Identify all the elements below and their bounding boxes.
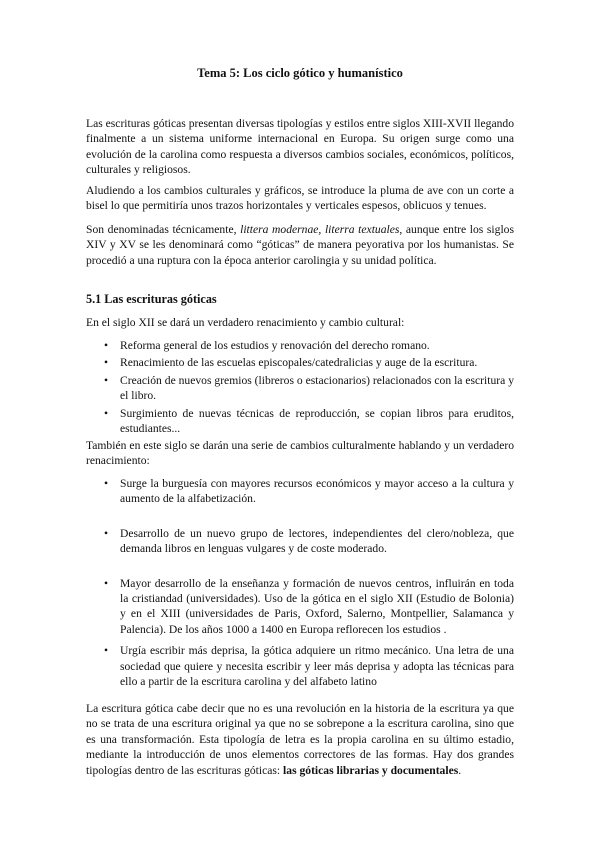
- bullet-icon: •: [104, 477, 109, 490]
- list-item-text: Reforma general de los estudios y renovación del derecho romano.: [120, 339, 430, 352]
- bullet-icon: •: [104, 526, 109, 540]
- closing-text: La escritura gótica cabe decir que no es una revolución en la historia de la escritura ya que no se trata de una escritura original ya que no se sobrepone a la escritura carolina, sino que es una transformación. Esta tipología de letra es la propia carolina en su último estadio, mediante la introducción de unos elementos correctores de las formas. Hay dos grandes tipologías dentro de las escrituras góticas:: [86, 702, 514, 777]
- list-item-text: Mayor desarrollo de la enseñanza y formación de nuevos centros, influirán en toda la cristiandad (universidades). Uso de la gótica en el siglo XII (Estudio de Bolonia) y en el XIII (universidades de Paris, Oxford, Salerno, Montpellier, Salamanca y Palencia). De los años 1000 a 1400 en Europa reflorecen los estudios .: [120, 576, 514, 636]
- list-item: [86, 373, 514, 404]
- intro-paragraph-2: Aludiendo a los cambios culturales y gráficos, se introduce la pluma de ave con un corte a bisel lo que permitiría unos trazos horizontales y verticales espesos, oblicuos y tenues.: [86, 184, 514, 213]
- intro-paragraph-3-end: , aunque entre los siglos XIV y XV se les denominará como “góticas” de manera peyorativa por los humanistas. Se procedió a una ruptura con la época anterior carolingia y su unidad política.: [86, 223, 514, 267]
- bullet-icon: •: [104, 644, 109, 658]
- closing-paragraph: [86, 701, 514, 778]
- closing-emphasis: las góticas librarias y documentales: [283, 763, 459, 777]
- list-item-text: Renacimiento de las escuelas episcopales/catedralicias y auge de la escritura.: [120, 356, 478, 370]
- section-heading: 5.1 Las escrituras góticas: [86, 292, 217, 306]
- closing-end: .: [458, 763, 462, 777]
- list-item: [86, 355, 514, 370]
- bullet-icon: •: [104, 339, 109, 352]
- list-item: [86, 338, 514, 353]
- bullet-icon: •: [104, 576, 109, 590]
- list-item-text: Creación de nuevos gremios (libreros o estacionarios) relacionados con la escritura y el libro.: [120, 373, 514, 403]
- section-lead: En el siglo XII se dará un verdadero renacimiento y cambio cultural:: [86, 316, 405, 329]
- latin-terms: littera modernae, literra textuales: [240, 223, 400, 236]
- intro-paragraph-1: Las escrituras góticas presentan diversas tipologías y estilos entre siglos XIII-XVII llegando finalmente a un sistema uniforme internacional en Europa. Su origen surge como una evolución de la carolina como respuesta a diversos cambios sociales, económicos, políticos, culturales y religiosos.: [86, 117, 514, 177]
- list-item: [86, 643, 514, 689]
- intro-paragraph-3: [86, 222, 514, 268]
- list-item-text: Desarrollo de un nuevo grupo de lectores, independientes del clero/nobleza, que demanda libros en lenguas vulgares y de coste moderado.: [120, 526, 514, 556]
- page-title: Tema 5: Los ciclo gótico y humanístico: [197, 66, 403, 80]
- bullet-icon: •: [104, 356, 109, 370]
- list-item-text: Urgía escribir más deprisa, la gótica adquiere un ritmo mecánico. Una letra de una sociedad que quiere y necesita escribir y leer más deprisa y adopta las técnicas para ello a partir de la escritura carolina y del alfabeto latino: [120, 644, 514, 689]
- bullet-list-1: [86, 338, 514, 436]
- section-lead-2: También en este siglo se darán una serie de cambios culturalmente hablando y un verdadero renacimiento:: [86, 439, 514, 468]
- list-item: [86, 476, 514, 507]
- intro-paragraph-3-start: Son denominadas técnicamente,: [86, 223, 241, 236]
- list-item: [86, 406, 514, 437]
- bullet-icon: •: [104, 406, 109, 420]
- list-item: [86, 526, 514, 557]
- bullet-list-2: [86, 476, 514, 689]
- list-item-text: Surgimiento de nuevas técnicas de reproducción, se copian libros para eruditos, estudiantes...: [120, 406, 514, 436]
- list-item-text: Surge la burguesía con mayores recursos económicos y mayor acceso a la cultura y aumento de la alfabetización.: [120, 477, 514, 506]
- list-item: [86, 576, 514, 638]
- bullet-icon: •: [104, 373, 109, 387]
